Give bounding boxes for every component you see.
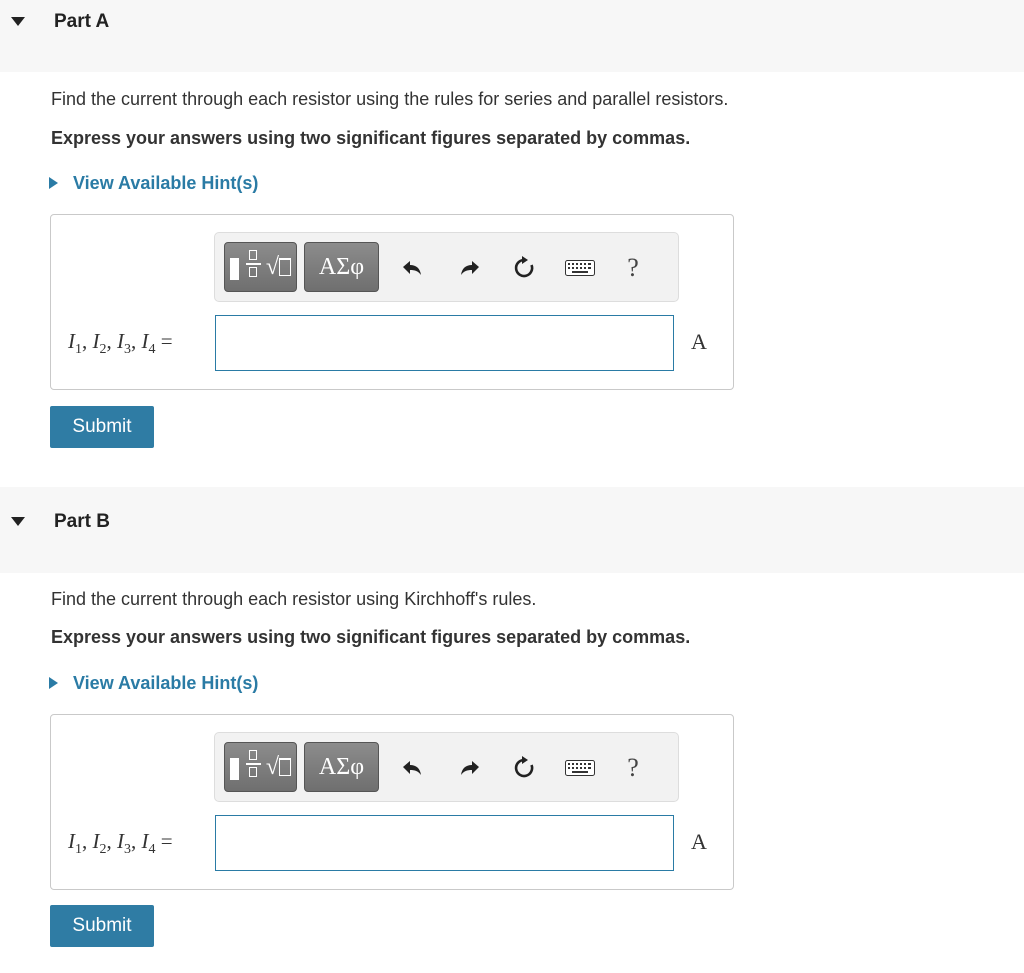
part-b-header[interactable] [0, 487, 1024, 573]
submit-button[interactable]: Submit [50, 406, 154, 448]
answer-box [50, 714, 734, 890]
cursor-icon [230, 758, 239, 780]
undo-icon[interactable] [397, 753, 427, 783]
equation-label: $I_1$, $I_2$, $I_3$, $I_4$ = [68, 329, 173, 357]
submit-button[interactable]: Submit [50, 905, 154, 947]
view-hints-link[interactable] [49, 172, 258, 194]
part-a-header[interactable] [0, 0, 1024, 72]
cursor-icon [230, 258, 239, 280]
fraction-icon [243, 250, 265, 284]
undo-icon[interactable] [397, 253, 427, 283]
fraction-icon [243, 750, 265, 784]
hint-label: View Available Hint(s) [73, 672, 259, 693]
view-hints-link[interactable] [49, 672, 258, 694]
answer-box [50, 214, 734, 390]
reset-icon[interactable] [509, 253, 539, 283]
greek-symbols-button[interactable]: ΑΣφ [304, 742, 379, 792]
help-button[interactable]: ? [627, 753, 639, 782]
part-title: Part B [54, 511, 110, 532]
instruction-text: Express your answers using two significant figures separated by commas. [51, 128, 691, 148]
expand-arrow-icon [49, 177, 58, 189]
unit-label: A [691, 329, 707, 354]
keyboard-icon[interactable] [560, 253, 600, 283]
answer-input[interactable] [215, 815, 674, 871]
unit-label: A [691, 829, 707, 854]
math-toolbar [214, 732, 679, 802]
question-text: Find the current through each resistor using Kirchhoff's rules. [51, 589, 537, 609]
templates-button[interactable] [224, 242, 297, 292]
expand-arrow-icon [49, 677, 58, 689]
equation-label: $I_1$, $I_2$, $I_3$, $I_4$ = [68, 829, 173, 857]
keyboard-icon[interactable] [560, 753, 600, 783]
question-text: Find the current through each resistor using the rules for series and parallel resistors. [51, 89, 729, 109]
redo-icon[interactable] [455, 253, 485, 283]
collapse-triangle-icon[interactable] [11, 517, 25, 526]
instruction-text: Express your answers using two significant figures separated by commas. [51, 627, 691, 647]
reset-icon[interactable] [509, 753, 539, 783]
redo-icon[interactable] [455, 753, 485, 783]
greek-symbols-button[interactable]: ΑΣφ [304, 242, 379, 292]
answer-input[interactable] [215, 315, 674, 371]
part-title: Part A [54, 11, 110, 32]
collapse-triangle-icon[interactable] [11, 17, 25, 26]
templates-button[interactable] [224, 742, 297, 792]
square-root-icon: √ [266, 754, 291, 781]
math-toolbar [214, 232, 679, 302]
help-button[interactable]: ? [627, 253, 639, 282]
hint-label: View Available Hint(s) [73, 172, 259, 193]
square-root-icon: √ [266, 254, 291, 281]
